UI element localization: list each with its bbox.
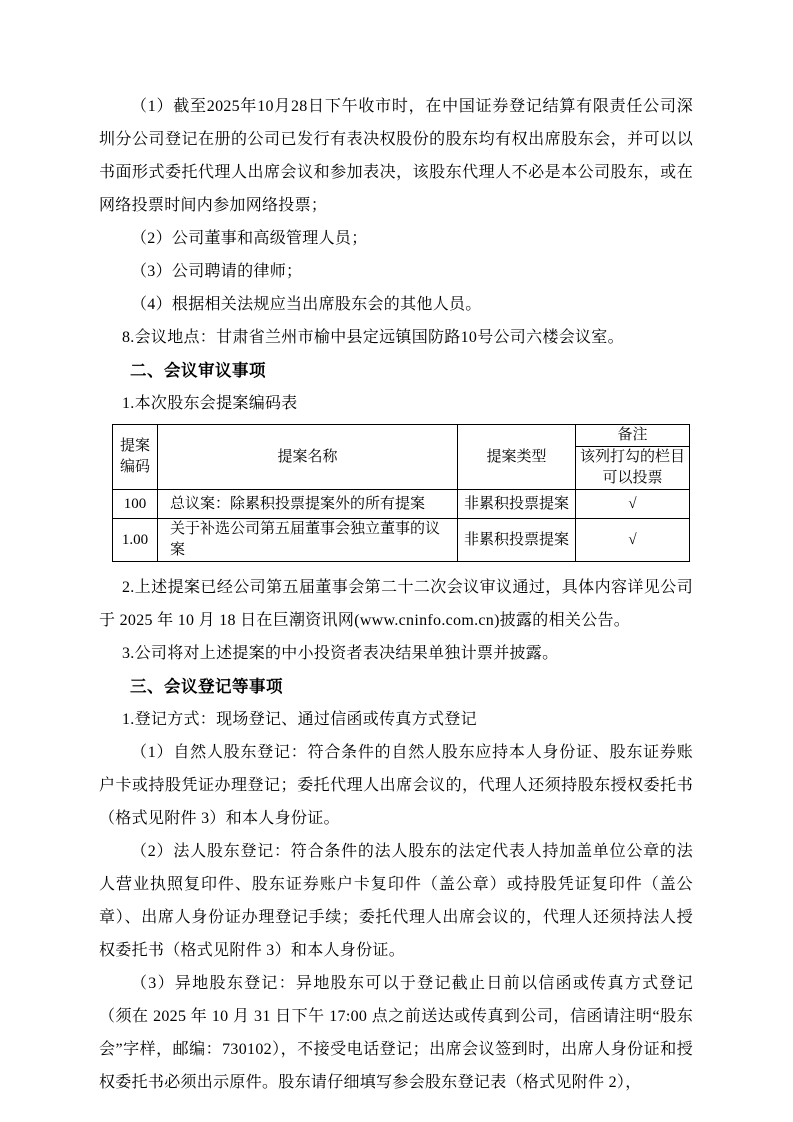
header-cell-proposal-code: 提案编码 <box>113 425 158 490</box>
paragraph-meeting-venue: 8.会议地点：甘肃省兰州市榆中县定远镇国防路10号公司六楼会议室。 <box>122 329 624 346</box>
cell-name: 关于补选公司第五届董事会独立董事的议案 <box>158 519 458 562</box>
cell-remark-checkmark: √ <box>576 490 690 519</box>
paragraph-attendee-condition-1: （1）截至2025年10月28日下午收市时，在中国证券登记结算有限责任公司深圳分公司登记在册的公司已发行有表决权股份的股东均有权出席股东会，并可以以书面形式委托代理人出席会议和参加表决，该股东代理人不必是本公司股东，或在网络投票时间内参加网络投票； <box>99 98 693 214</box>
header-cell-remark: 备注 <box>576 425 690 447</box>
paragraph-attendee-condition-3: （3）公司聘请的律师； <box>131 263 303 280</box>
cell-remark-checkmark: √ <box>576 519 690 562</box>
section3-heading: 三、会议登记等事项 <box>130 677 283 696</box>
table-row-proposal-1-00 <box>113 519 690 562</box>
paragraph-registration-method: 1.登记方式：现场登记、通过信函或传真方式登记 <box>122 711 477 728</box>
header-cell-remark-note: 该列打勾的栏目可以投票 <box>576 447 690 490</box>
proposal-coding-table <box>112 424 690 562</box>
cell-code: 100 <box>113 490 158 519</box>
paragraph-legal-person-registration: （2）法人股东登记：符合条件的法人股东的法定代表人持加盖单位公章的法人营业执照复印件、股东证券账户卡复印件（盖公章）或持股凭证复印件（盖公章）、出席人身份证办理登记手续；委托代理人出席会议的，代理人还须持法人授权委托书（格式见附件 3）和本人身份证。 <box>99 843 693 959</box>
table-header-row-1 <box>113 425 690 447</box>
header-cell-proposal-type: 提案类型 <box>458 425 576 490</box>
paragraph-remote-shareholder-registration: （3）异地股东登记：异地股东可以于登记截止日前以信函或传真方式登记（须在 2025 年 10 月 31 日下午 17:00 点之前送达或传真到公司，信函请注明“股东会”字样，邮编：730102），不接受电话登记；出席会议签到时，出席人身份证和授权委托书必须出示原件。股东请仔细填写参会股东登记表（格式见附件 2）， <box>99 975 693 1091</box>
cell-name: 总议案：除累积投票提案外的所有提案 <box>158 490 458 519</box>
paragraph-small-investor-count: 3.公司将对上述提案的中小投资者表决结果单独计票并披露。 <box>122 645 559 662</box>
cell-type: 非累积投票提案 <box>458 490 576 519</box>
cell-code: 1.00 <box>113 519 158 562</box>
paragraph-attendee-condition-2: （2）公司董事和高级管理人员； <box>131 230 368 247</box>
proposal-table-caption: 1.本次股东会提案编码表 <box>122 395 298 412</box>
paragraph-natural-person-registration: （1）自然人股东登记：符合条件的自然人股东应持本人身份证、股东证券账户卡或持股凭证办理登记；委托代理人出席会议的，代理人还须持股东授权委托书（格式见附件 3）和本人身份证。 <box>99 744 693 827</box>
paragraph-attendee-condition-4: （4）根据相关法规应当出席股东会的其他人员。 <box>131 296 482 313</box>
table-row-proposal-100 <box>113 490 690 519</box>
paragraph-proposal-approval: 2.上述提案已经公司第五届董事会第二十二次会议审议通过，具体内容详见公司于 2025 年 10 月 18 日在巨潮资讯网(www.cninfo.com.cn)披露的相关公告。 <box>99 579 693 629</box>
cell-type: 非累积投票提案 <box>458 519 576 562</box>
section2-heading: 二、会议审议事项 <box>130 361 266 380</box>
header-cell-proposal-name: 提案名称 <box>158 425 458 490</box>
